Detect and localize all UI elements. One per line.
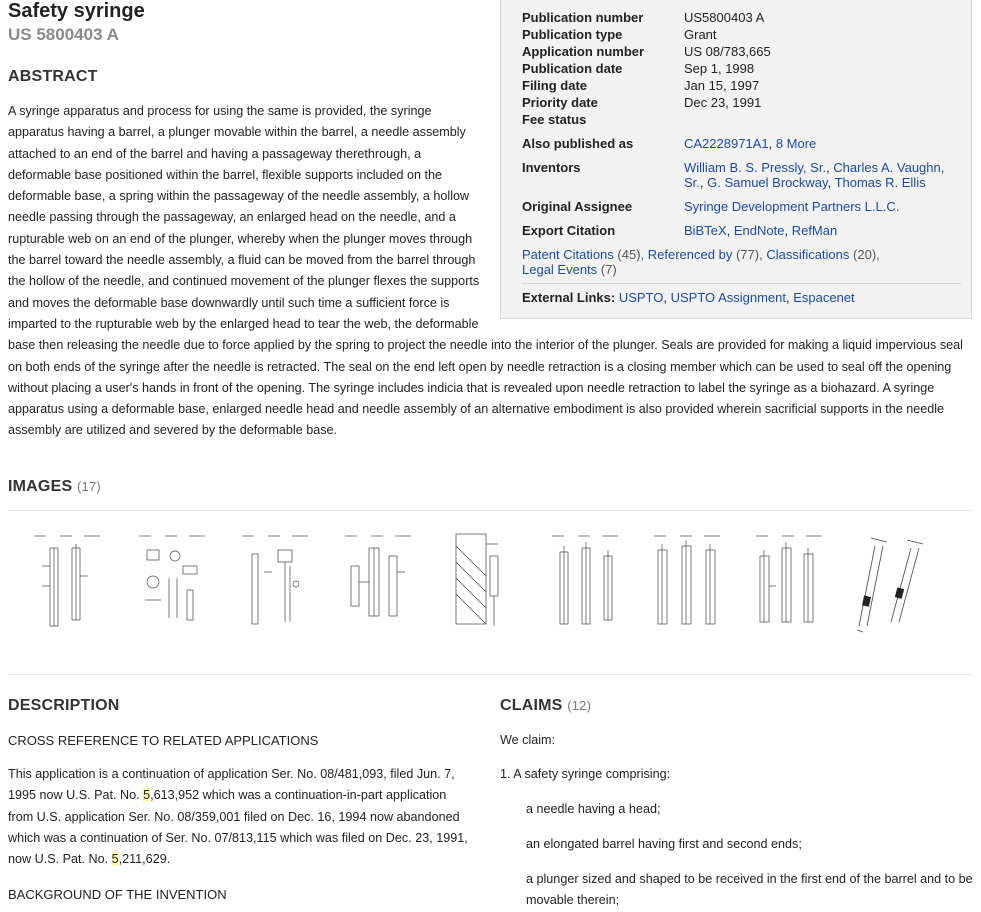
image-thumbnails (8, 520, 973, 642)
patent-drawing-fig5-icon (442, 526, 522, 634)
patent-drawing-fig9[interactable] (853, 526, 933, 634)
espacenet-link[interactable]: Espacenet (793, 290, 855, 305)
claim-element: a needle having a head; (526, 802, 661, 816)
cross-reference-text-c: ,211,629. (118, 852, 171, 867)
uspto-assignment-link[interactable]: USPTO Assignment (670, 290, 786, 305)
info-value-application-number: US 08/783,665 (684, 44, 771, 59)
claims-heading-label: CLAIMS (500, 697, 563, 714)
abstract-heading: ABSTRACT (8, 68, 98, 85)
background-heading: BACKGROUND OF THE INVENTION (8, 887, 227, 902)
abstract-text (8, 101, 968, 442)
patent-drawing-fig8[interactable] (750, 526, 830, 634)
section-divider (8, 674, 973, 675)
patent-title: Safety syringe (8, 0, 145, 22)
external-links-label: External Links: (522, 290, 616, 305)
claims-count: (12) (567, 698, 592, 713)
info-label-fee-status: Fee status (522, 112, 587, 127)
info-value-priority-date: Dec 23, 1991 (684, 95, 762, 110)
patent-drawing-fig6[interactable] (546, 526, 626, 634)
claim-element: an elongated barrel having first and second ends; (526, 837, 802, 851)
patent-drawing-fig7-icon (648, 526, 728, 634)
patent-drawing-fig3-icon (236, 526, 316, 634)
info-label-publication-date: Publication date (522, 61, 623, 76)
info-label-priority-date: Priority date (522, 95, 598, 110)
patent-drawing-fig9-icon (853, 526, 933, 634)
info-value-also-published: CA2228971A1, 8 More (684, 136, 817, 151)
patent-drawing-fig7[interactable] (648, 526, 728, 634)
info-label-publication-type: Publication type (522, 27, 623, 42)
citation-links: Patent Citations (45), Referenced by (77), Classifications (20), Legal Events (7) (522, 247, 880, 277)
info-label-filing-date: Filing date (522, 78, 587, 93)
legal-events-count: (7) (600, 262, 617, 277)
info-label-application-number: Application number (522, 44, 645, 59)
highlighted-term: 5 (143, 788, 151, 803)
cross-reference-paragraph (8, 764, 470, 870)
referenced-by-count: (77) (735, 247, 760, 262)
export-refman-link[interactable]: RefMan (791, 223, 838, 238)
cross-reference-text-a: This application is a continuation of application Ser. No. 08/481,093, filed Jun. 7, 1995 now U.S. Pat. No. (8, 767, 455, 803)
patent-drawing-fig6-icon (546, 526, 626, 634)
info-label-also-published: Also published as (522, 136, 634, 151)
export-endnote-link[interactable]: EndNote (733, 223, 785, 238)
referenced-by-link[interactable]: Referenced by (647, 247, 733, 262)
info-label-export-citation: Export Citation (522, 223, 616, 238)
info-label-publication-number: Publication number (522, 10, 644, 25)
description-heading: DESCRIPTION (8, 697, 120, 714)
patent-number: US 5800403 A (8, 25, 119, 44)
patent-citations-count: (45) (617, 247, 641, 262)
external-links: External Links: USPTO, USPTO Assignment, Espacenet (522, 290, 855, 305)
info-value-publication-number: US5800403 A (684, 10, 765, 25)
cross-reference-text-b: ,613,952 which was a continuation-in-part application from U.S. application Ser. No. 08/359,001 filed on Dec. 16, 1994 now abandoned which was a continuation of Ser. No. 07/813,115 which was filed on Dec. 23, 1991, now U.S. Pat. No. (8, 788, 468, 867)
inventor-link[interactable]: Charles A. Vaughn, Sr. (684, 160, 945, 190)
info-value-inventors: William B. S. Pressly, Sr., Charles A. Vaughn, Sr., G. Samuel Brockway, Thomas R. Ellis (684, 160, 945, 190)
legal-events-link[interactable]: Legal Events (522, 262, 598, 277)
images-heading (8, 478, 101, 496)
patent-drawing-fig2-icon (133, 526, 213, 634)
abstract-body: A syringe apparatus and process for using the same is provided, the syringe apparatus having a barrel, a plunger movable within the barrel, a needle assembly attached to an end of the barrel and having a passageway therethrough, a deformable base positioned within the barrel, flexible supports included on the deformable base, a spring within the passageway of the needle assembly, a hollow needle passing through the passageway, an enlarged head on the needle, and a rupturable web on an end of the plunger, whereby when the plunger moves through the barrel toward the needle assembly, a fluid can be moved from the barrel through the hollow of the needle, and continued movement of the plunger flexes the supports and moves the deformable base downwardly until such time a sufficient force is imparted to the rupturable web by the enlarged head to tear the web, the deformable base then releasing the needle due to force applied by the spring to project the needle into the interior of the plunger. Seals are provided for making a liquid impervious seal on both ends of the syringe after the needle is retracted. The seal on the end left open by needle retraction is a closing member which can be used to seal off the opening without placing a user's hands in front of the opening. The syringe includes indicia that is revealed upon needle retraction to label the syringe as a biohazard. A syringe apparatus using a deformable base, enlarged needle head and needle assembly of an alternative embodiment is also provided wherein sacrificial supports in the needle assembly are utilized and severed by the deformable base. (8, 104, 963, 438)
assignee-link[interactable]: Syringe Development Partners L.L.C. (684, 199, 900, 214)
info-value-publication-type: Grant (684, 27, 717, 42)
uspto-link[interactable]: USPTO (618, 290, 664, 305)
export-bibtex-link[interactable]: BiBTeX (684, 223, 727, 238)
claim-element: a plunger sized and shaped to be received in the first end of the barrel and to be movable therein; (526, 872, 973, 908)
cross-reference-heading: CROSS REFERENCE TO RELATED APPLICATIONS (8, 733, 319, 748)
claims-heading (500, 697, 591, 715)
patent-drawing-fig8-icon (750, 526, 830, 634)
patent-drawing-fig1-icon (28, 526, 108, 634)
info-value-publication-date: Sep 1, 1998 (684, 61, 755, 76)
classifications-count: (20) (853, 247, 877, 262)
patent-drawing-fig2[interactable] (133, 526, 213, 634)
also-published-link[interactable]: CA2228971A1 (684, 136, 769, 151)
patent-drawing-fig5[interactable] (442, 526, 522, 634)
images-count: (17) (76, 479, 101, 494)
patent-drawing-fig4-icon (339, 526, 419, 634)
info-label-assignee: Original Assignee (522, 199, 633, 214)
inventor-link[interactable]: G. Samuel Brockway (707, 175, 828, 190)
classifications-link[interactable]: Classifications (766, 247, 850, 262)
patent-drawing-fig3[interactable] (236, 526, 316, 634)
claims-intro: We claim: (500, 733, 556, 747)
info-label-inventors: Inventors (522, 160, 581, 175)
also-published-more-link[interactable]: 8 More (775, 136, 817, 151)
inventor-link[interactable]: Thomas R. Ellis (834, 175, 926, 190)
patent-citations-link[interactable]: Patent Citations (522, 247, 614, 262)
inventor-link[interactable]: William B. S. Pressly, Sr. (684, 160, 827, 175)
claim-1: 1. A safety syringe comprising: (500, 767, 671, 781)
images-divider (8, 510, 973, 511)
info-value-filing-date: Jan 15, 1997 (684, 78, 760, 93)
patent-drawing-fig4[interactable] (339, 526, 419, 634)
highlighted-term: 5 (111, 852, 119, 867)
images-heading-label: IMAGES (8, 478, 73, 495)
patent-drawing-fig1[interactable] (28, 526, 108, 634)
info-value-export-citation: BiBTeX, EndNote, RefMan (684, 223, 838, 238)
